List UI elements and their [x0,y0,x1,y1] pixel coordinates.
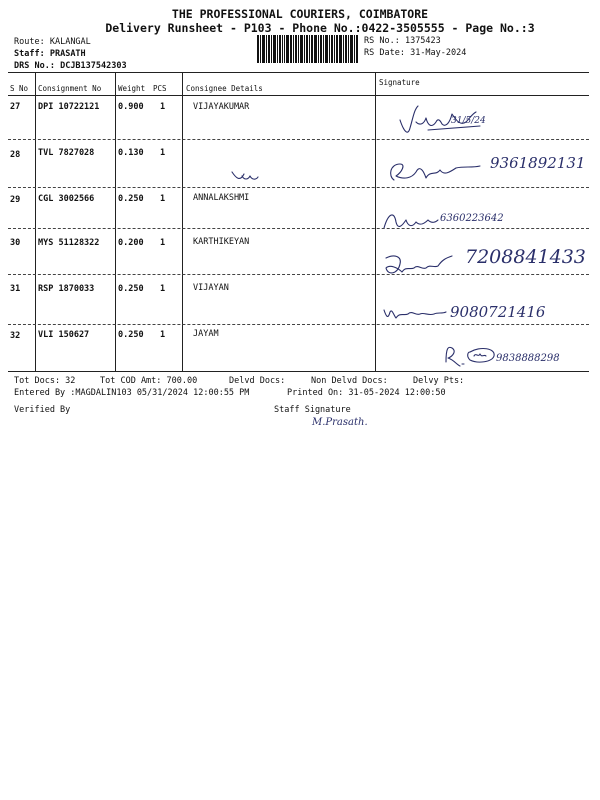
col-header-pcs: PCS [153,84,167,93]
row-consignee: VIJAYAKUMAR [193,102,250,112]
row-weight: 0.250 [118,330,144,340]
row-sno: 31 [10,284,21,294]
sig-note-row-27: 31/5/24 [451,116,486,126]
tot-docs: Tot Docs: 32 [14,376,76,386]
row-sno: 27 [10,102,21,112]
rs-no-line [364,36,441,46]
row-separator [8,187,589,188]
signature-row-29 [380,204,440,236]
row-consignee: ANNALAKSHMI [193,193,250,203]
row-weight: 0.250 [118,194,144,204]
drs-value: DCJB137542303 [60,61,127,71]
row-separator [8,139,589,140]
row-pcs: 1 [160,102,166,112]
rs-date-value: 31-May-2024 [410,48,467,58]
runsheet-subtitle: Delivery Runsheet - P103 - Phone No.:0422-3505555 - Page No.:3 [105,21,535,35]
row-sno: 30 [10,238,21,248]
rs-date-line [364,48,466,58]
row-consignee: KARTHIKEYAN [193,237,250,247]
signature-row-31 [380,302,450,324]
route-line [14,37,91,47]
row-separator [8,274,589,275]
col-header-sno: S No [10,84,29,93]
row-separator [8,324,589,325]
row-consignment: TVL 7827028 [38,148,95,158]
col-divider [115,72,116,371]
col-header-signature: Signature [379,78,420,87]
rs-no-label: RS No.: [364,36,400,46]
row-pcs: 1 [160,148,166,158]
sig-note-row-29: 6360223642 [440,213,504,224]
sig-note-row-30: 7208841433 [465,246,586,268]
col-header-consignment: Consignment No [38,84,102,93]
col-divider [35,72,36,371]
route-value: KALANGAL [49,37,91,47]
staff-value: PRASATH [49,49,86,59]
row-sno: 29 [10,195,21,205]
row-consignment: MYS 51128322 [38,238,100,248]
row-consignment: CGL 3002566 [38,194,95,204]
row-consignee: JAYAM [193,329,219,339]
row-pcs: 1 [160,284,166,294]
row-sno: 32 [10,331,21,341]
drs-label: DRS No.: [14,61,55,71]
table-top-rule [8,72,589,73]
sig-note-row-32: 9838888298 [496,353,560,364]
tot-cod-amt: Tot COD Amt: 700.00 [100,376,198,386]
col-divider [375,72,376,371]
row-separator [8,228,589,229]
signature-row-28 [380,150,490,186]
row-weight: 0.900 [118,102,144,112]
consignee-scribble-row-28 [230,168,260,186]
table-header-rule [8,95,589,96]
drs-line [14,61,127,71]
printed-on: Printed On: 31-05-2024 12:00:50 [287,388,446,398]
row-pcs: 1 [160,194,166,204]
sig-note-row-31: 9080721416 [450,303,546,321]
row-consignment: RSP 1870033 [38,284,95,294]
row-pcs: 1 [160,238,166,248]
row-weight: 0.200 [118,238,144,248]
col-header-weight: Weight [118,84,146,93]
row-pcs: 1 [160,330,166,340]
rs-date-label: RS Date: [364,48,405,58]
row-consignee: VIJAYAN [193,283,229,293]
route-label: Route: [14,37,45,47]
delvy-pts: Delvy Pts: [413,376,465,386]
staff-signature-label: Staff Signature [274,405,351,415]
row-weight: 0.130 [118,148,144,158]
company-title: THE PROFESSIONAL COURIERS, COIMBATORE [171,7,429,21]
row-consignment: DPI 10722121 [38,102,100,112]
signature-row-30 [380,246,464,280]
rs-no-value: 1375423 [404,36,441,46]
row-sno: 28 [10,150,21,160]
entered-by: Entered By :MAGDALIN103 05/31/2024 12:00:55 PM [14,388,250,398]
row-consignment: VLI 150627 [38,330,90,340]
staff-line [14,49,86,59]
row-weight: 0.250 [118,284,144,294]
staff-signature-handwriting: M.Prasath. [312,417,368,428]
delvd-docs: Delvd Docs: [229,376,286,386]
sig-note-row-28: 9361892131 [490,154,586,172]
col-divider [182,72,183,371]
verified-by-label: Verified By [14,405,71,415]
barcode-image [257,35,358,63]
col-header-consignee: Consignee Details [186,84,263,93]
non-delvd-docs: Non Delvd Docs: [311,376,388,386]
staff-label: Staff: [14,49,45,59]
